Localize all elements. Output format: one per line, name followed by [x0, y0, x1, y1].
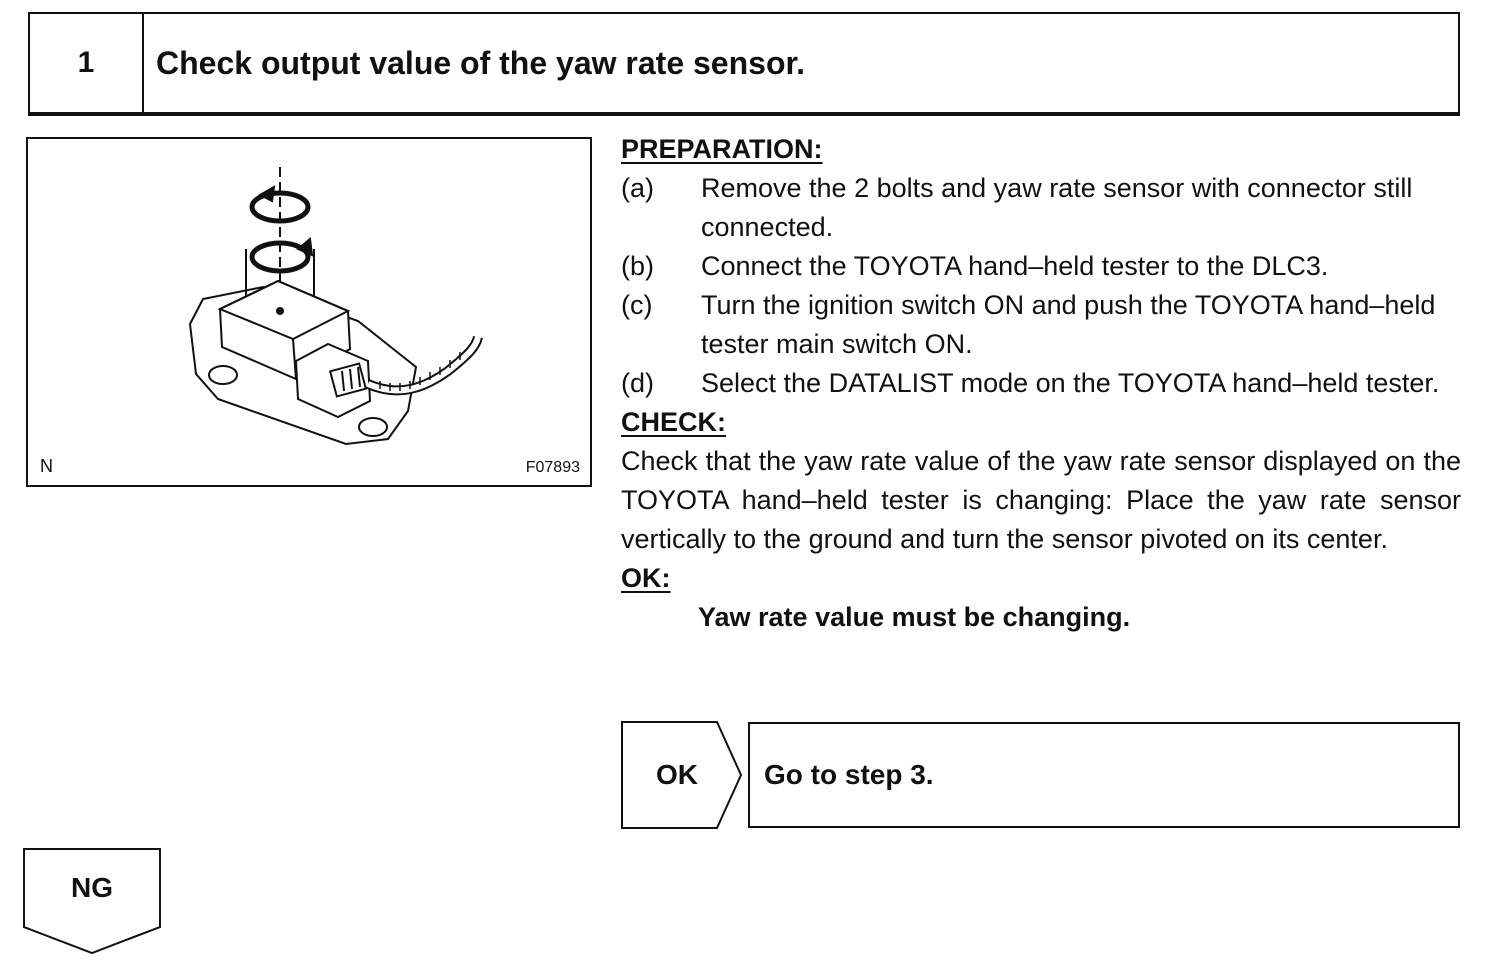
ng-result-label: NG: [71, 872, 113, 903]
figure-code: F07893: [525, 459, 580, 476]
ok-action-text: Go to step 3.: [764, 759, 934, 790]
sensor-illustration: [26, 137, 592, 487]
preparation-heading: PREPARATION:: [621, 134, 823, 164]
item-label: (a): [621, 173, 654, 203]
item-label: (d): [621, 368, 654, 398]
ok-action-box: [748, 722, 1460, 828]
step-header: [28, 12, 1460, 116]
ok-heading: OK:: [621, 563, 671, 593]
step-number: 1: [30, 14, 144, 112]
ng-result-button[interactable]: [22, 847, 162, 955]
item-text: Remove the 2 bolts and yaw rate sensor with connector still connected.: [701, 173, 1413, 242]
list-item: [621, 364, 1461, 403]
list-item: [621, 286, 1461, 364]
check-text: Check that the yaw rate value of the yaw rate sensor displayed on the TOYOTA hand–held tester is changing: Place the yaw rate sensor vertically to the ground and turn the sensor pivoted on its center.: [621, 446, 1461, 554]
procedure-text: [621, 130, 1461, 637]
ok-result-button[interactable]: [621, 720, 743, 830]
item-text: Turn the ignition switch ON and push the TOYOTA hand–held tester main switch ON.: [701, 290, 1436, 359]
item-text: Connect the TOYOTA hand–held tester to the DLC3.: [701, 251, 1329, 281]
item-label: (b): [621, 251, 654, 281]
list-item: [621, 169, 1461, 247]
step-title: Check output value of the yaw rate sensor.: [156, 44, 806, 81]
item-text: Select the DATALIST mode on the TOYOTA hand–held tester.: [701, 368, 1440, 398]
ok-requirement: Yaw rate value must be changing.: [698, 602, 1131, 632]
list-item: [621, 247, 1461, 286]
figure-corner-label: N: [40, 456, 53, 476]
yaw-rate-sensor-drawing: [28, 139, 590, 485]
check-heading: CHECK:: [621, 407, 726, 437]
ok-result-label: OK: [656, 759, 698, 790]
item-label: (c): [621, 290, 653, 320]
